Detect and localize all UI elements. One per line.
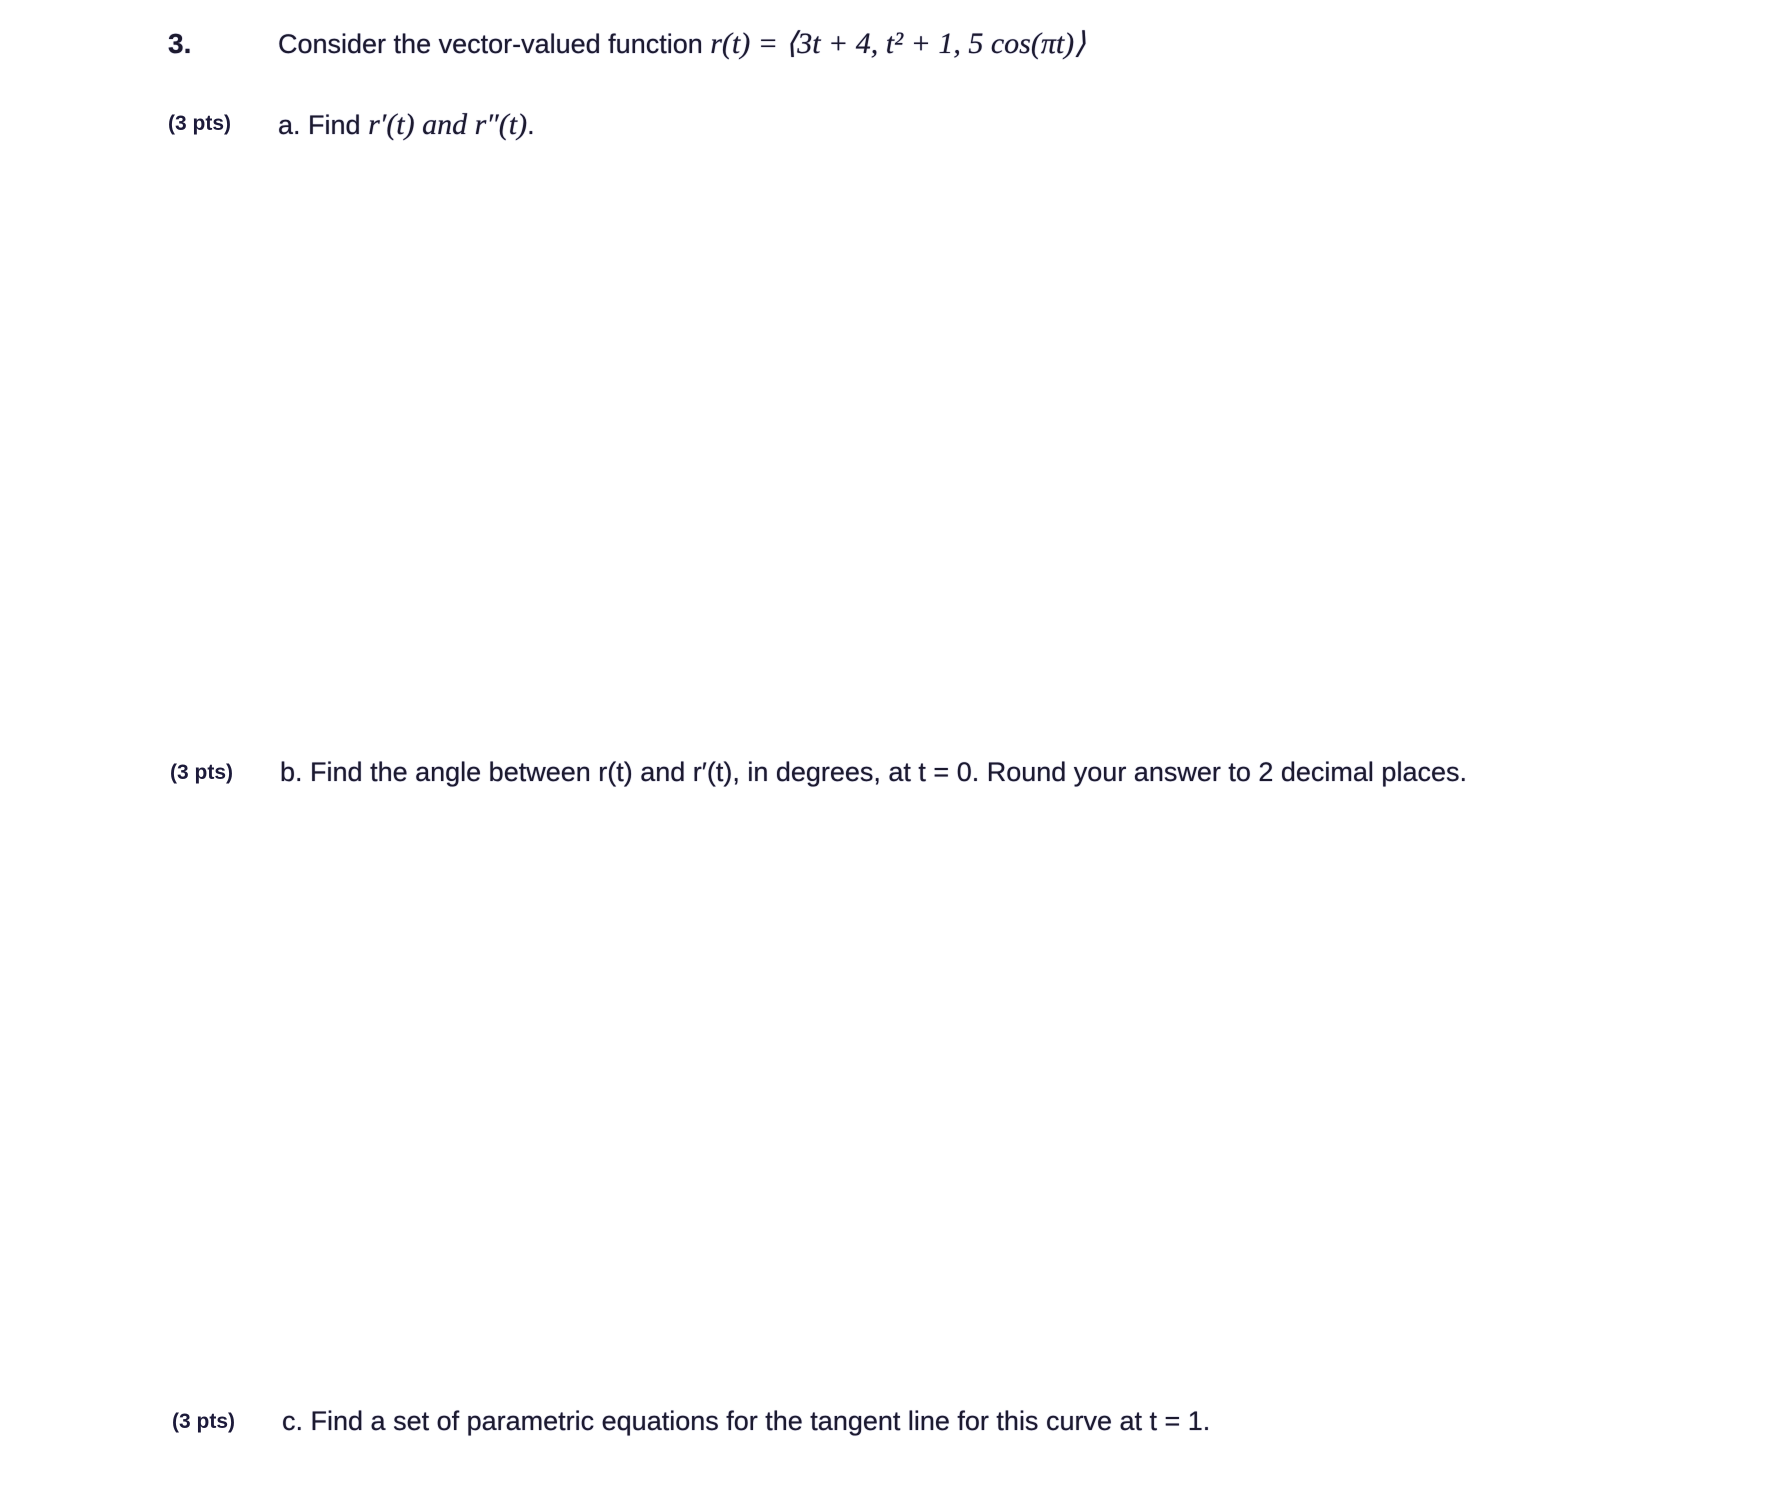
part-a-label: a. [278,110,301,140]
part-c-points: (3 pts) [172,1410,235,1433]
problem-number: 3. [168,28,192,59]
part-a-period: . [527,110,535,140]
part-a-question [278,108,535,142]
part-c-question [282,1406,1210,1437]
intro-text: Consider the vector-valued function [278,29,711,59]
part-a-math: r′(t) and r″(t) [368,108,528,141]
problem-statement [278,26,1086,61]
part-c-text: Find a set of parametric equations for the tangent line for this curve at t = 1. [310,1406,1211,1436]
part-a-points: (3 pts) [168,112,231,135]
part-b-label: b. [280,757,303,787]
part-a-text: Find [308,110,369,140]
part-c-label: c. [282,1406,304,1436]
part-b-text: Find the angle between r(t) and r′(t), in degrees, at t = 0. Round your answer to 2 decimal places. [310,757,1467,787]
part-b-question [280,757,1467,788]
part-b-points: (3 pts) [170,761,233,784]
function-expression: r(t) = ⟨3t + 4, t² + 1, 5 cos(πt)⟩ [710,27,1086,60]
